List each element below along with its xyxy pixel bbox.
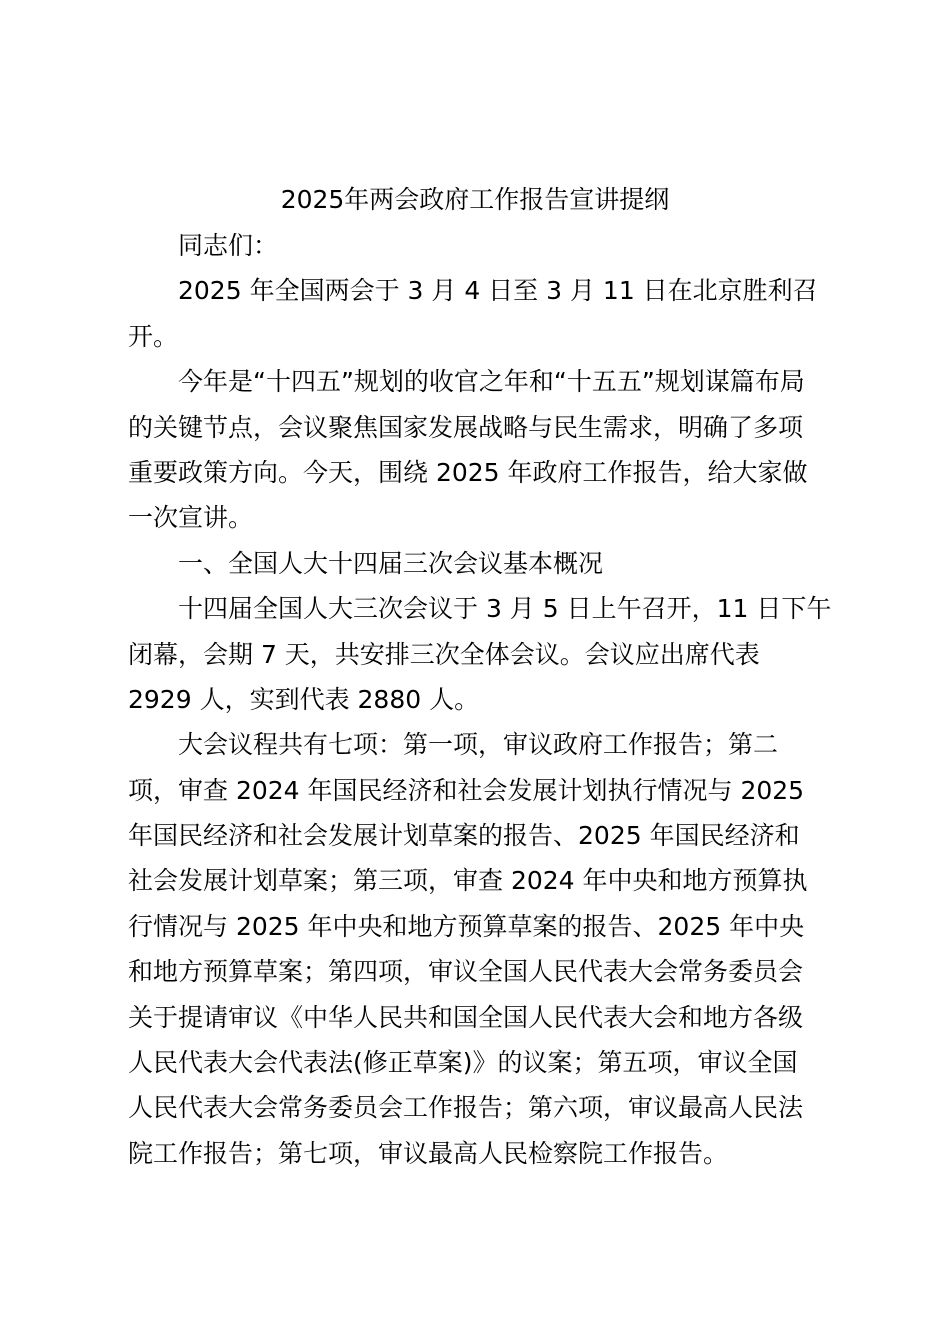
paragraph-line: 人民代表大会代表法(修正草案)》的议案；第五项，审议全国 — [128, 1048, 798, 1078]
paragraph-line: 项，审查 2024 年国民经济和社会发展计划执行情况与 2025 — [128, 775, 805, 805]
paragraph-meeting-dates — [128, 271, 838, 356]
paragraph-line: 2929 人，实到代表 2880 人。 — [128, 684, 480, 714]
paragraph-line: 2025 年全国两会于 3 月 4 日至 3 月 11 日在北京胜利召 — [178, 276, 818, 306]
document-body — [128, 226, 838, 1179]
paragraph-greeting — [128, 226, 838, 266]
paragraph-line: 和地方预算草案；第四项，审议全国人民代表大会常务委员会 — [128, 957, 804, 987]
paragraph-line: 关于提请审议《中华人民共和国全国人民代表大会和地方各级 — [128, 1002, 804, 1032]
paragraph-line: 开。 — [128, 321, 179, 351]
paragraph-session-overview — [128, 589, 838, 720]
paragraph-line: 大会议程共有七项：第一项，审议政府工作报告；第二 — [178, 730, 779, 760]
paragraph-line: 社会发展计划草案；第三项，审查 2024 年中央和地方预算执 — [128, 866, 808, 896]
paragraph-line: 重要政策方向。今天，围绕 2025 年政府工作报告，给大家做 — [128, 457, 808, 487]
document-title: 2025年两会政府工作报告宣讲提纲 — [280, 185, 670, 214]
section-heading-line: 一、全国人大十四届三次会议基本概况 — [178, 548, 604, 578]
paragraph-intro — [128, 362, 838, 538]
paragraph-line: 十四届全国人大三次会议于 3 月 5 日上午召开，11 日下午 — [178, 594, 832, 624]
paragraph-line: 行情况与 2025 年中央和地方预算草案的报告、2025 年中央 — [128, 911, 805, 941]
paragraph-line: 院工作报告；第七项，审议最高人民检察院工作报告。 — [128, 1138, 729, 1168]
paragraph-line: 年国民经济和社会发展计划草案的报告、2025 年国民经济和 — [128, 821, 800, 851]
paragraph-line: 今年是“十四五”规划的收官之年和“十五五”规划谋篇布局 — [178, 367, 805, 397]
paragraph-line: 的关键节点，会议聚焦国家发展战略与民生需求，明确了多项 — [128, 412, 804, 442]
paragraph-line: 一次宣讲。 — [128, 503, 254, 533]
paragraph-agenda — [128, 725, 838, 1174]
paragraph-line: 同志们： — [178, 231, 279, 260]
paragraph-line: 闭幕，会期 7 天，共安排三次全体会议。会议应出席代表 — [128, 639, 760, 669]
section-heading — [128, 544, 838, 584]
paragraph-line: 人民代表大会常务委员会工作报告；第六项，审议最高人民法 — [128, 1093, 804, 1123]
